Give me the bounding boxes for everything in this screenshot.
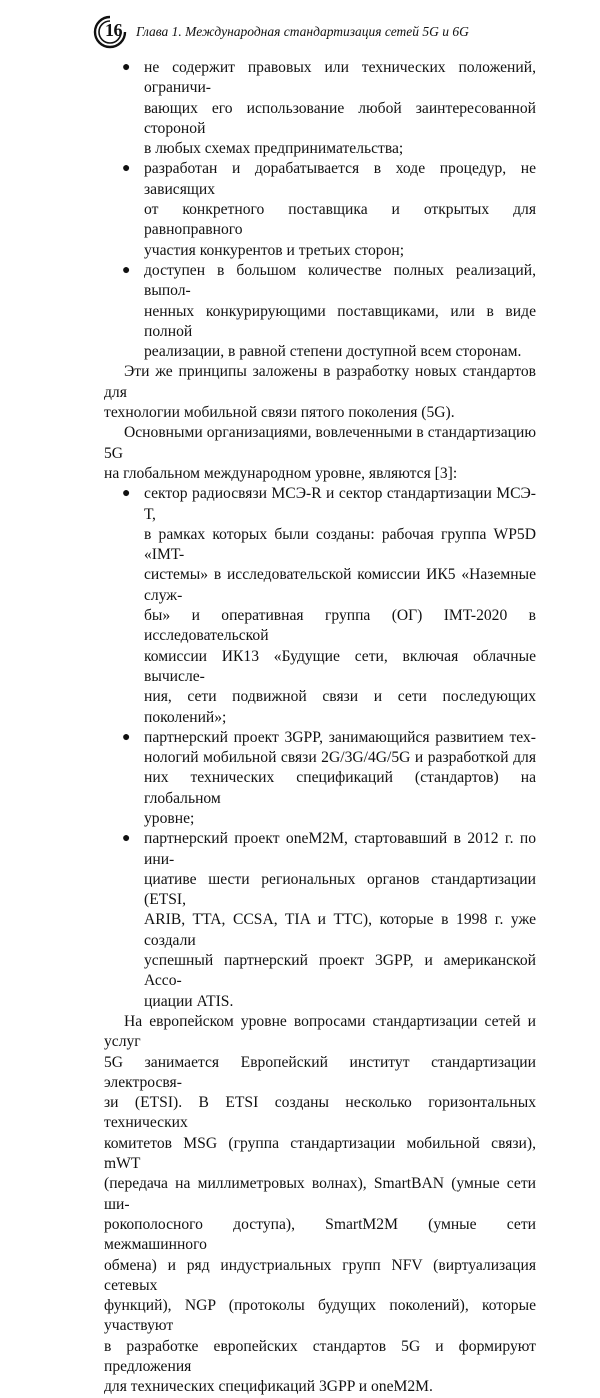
text-line: от конкретного поставщика и открытых для равноправного [144, 201, 536, 239]
text-line: 5G занимается Европейский институт стандартизации электросвя- [104, 1053, 536, 1091]
text-line: на глобальном международном уровне, являются [3]: [104, 464, 458, 482]
page-number: 16 [105, 20, 122, 40]
text-line: зи (ETSI). В ETSI созданы несколько горизонтальных технических [104, 1094, 536, 1132]
text-line: технологии мобильной связи пятого поколения (5G). [104, 404, 455, 422]
text-line: обмена) и ряд индустриальных групп NFV (виртуализация сетевых [104, 1256, 536, 1294]
text-line: комитетов MSG (группа стандартизации мобильной связи), mWT [104, 1134, 536, 1173]
text-line: На европейском уровне вопросами стандартизации сетей и услуг [104, 1012, 536, 1051]
bullet-icon: ● [122, 60, 131, 75]
list-item [122, 58, 536, 159]
text-line: бы» и оперативная группа (ОГ) IMT-2020 в исследовательской [144, 607, 536, 645]
text-line: для технических спецификаций 3GPP и oneM2M. [104, 1378, 433, 1396]
bullet-icon: ● [122, 729, 131, 745]
text-line: партнерский проект oneM2M, стартовавший в 2012 г. по ини- [144, 830, 536, 868]
text-line: ния, сети подвижной связи и сети последующих поколений»; [144, 688, 536, 726]
text-line: не содержит правовых или технических положений, ограничи- [144, 59, 536, 97]
running-head: Глава 1. Международная стандартизация сетей 5G и 6G [136, 24, 469, 39]
text-line: участия конкурентов и третьих сторон; [144, 241, 405, 259]
text-line: нологий мобильной связи 2G/3G/4G/5G и разработкой для [144, 749, 536, 767]
text-line: в рамках которых были созданы: рабочая группа WP5D «IMT- [144, 525, 536, 564]
text-line: в любых схемах предпринимательства; [144, 140, 404, 158]
bullet-icon: ● [122, 486, 131, 502]
text-line: партнерский проект 3GPP, занимающийся развитием тех- [144, 728, 536, 746]
list-item [122, 728, 536, 829]
bullet-icon: ● [122, 161, 131, 177]
text-line: уровне; [144, 809, 195, 827]
paragraph [104, 1012, 536, 1398]
text-line: функций), NGP (протоколы будущих поколений), которые участвуют [104, 1297, 536, 1335]
text-line: Основными организациями, вовлеченными в стандартизацию 5G [104, 424, 536, 462]
bullet-icon: ● [122, 831, 131, 847]
text-line: рокополосного доступа), SmartM2M (умные сети межмашинного [104, 1215, 536, 1254]
text-line: успешный партнерский проект 3GPP, и американской Ассо- [144, 952, 536, 990]
text-line: циативе шести региональных органов стандартизации (ETSI, [144, 870, 536, 909]
list-item [122, 829, 536, 1012]
text-line: ненных конкурирующими поставщиками, или в виде полной [144, 302, 536, 340]
text-line: ARIB, TTA, CCSA, TIA и TTC), которые в 1998 г. уже создали [144, 911, 536, 949]
text-line: системы» в исследовательской комиссии ИК5 «Наземные служ- [144, 566, 536, 604]
text-line: сектор радиосвязи МСЭ-R и сектор стандартизации МСЭ-Т, [144, 485, 536, 523]
text-line: них технических спецификаций (стандартов) на глобальном [144, 769, 536, 807]
page-header [92, 14, 572, 50]
page-body [104, 58, 536, 1398]
text-line: доступен в большом количестве полных реализаций, выпол- [144, 261, 536, 300]
text-line: разработан и дорабатывается в ходе процедур, не зависящих [144, 160, 536, 198]
page-number-badge [92, 14, 128, 50]
text-line: реализации, в равной степени доступной всем сторонам. [144, 343, 522, 361]
bullet-icon: ● [122, 262, 131, 278]
list-item [122, 484, 536, 728]
text-line: комиссии ИК13 «Будущие сети, включая облачные вычисле- [144, 647, 536, 685]
paragraph [104, 362, 536, 423]
paragraph [104, 423, 536, 484]
list-item [122, 261, 536, 362]
text-line: в разработке европейских стандартов 5G и формируют предложения [104, 1337, 536, 1375]
text-line: вающих его использование любой заинтересованной стороной [144, 99, 536, 137]
list-item [122, 159, 536, 260]
text-line: циации ATIS. [144, 992, 234, 1010]
text-line: (передача на миллиметровых волнах), SmartBAN (умные сети ши- [104, 1175, 536, 1213]
text-line: Эти же принципы заложены в разработку новых стандартов для [104, 363, 536, 401]
